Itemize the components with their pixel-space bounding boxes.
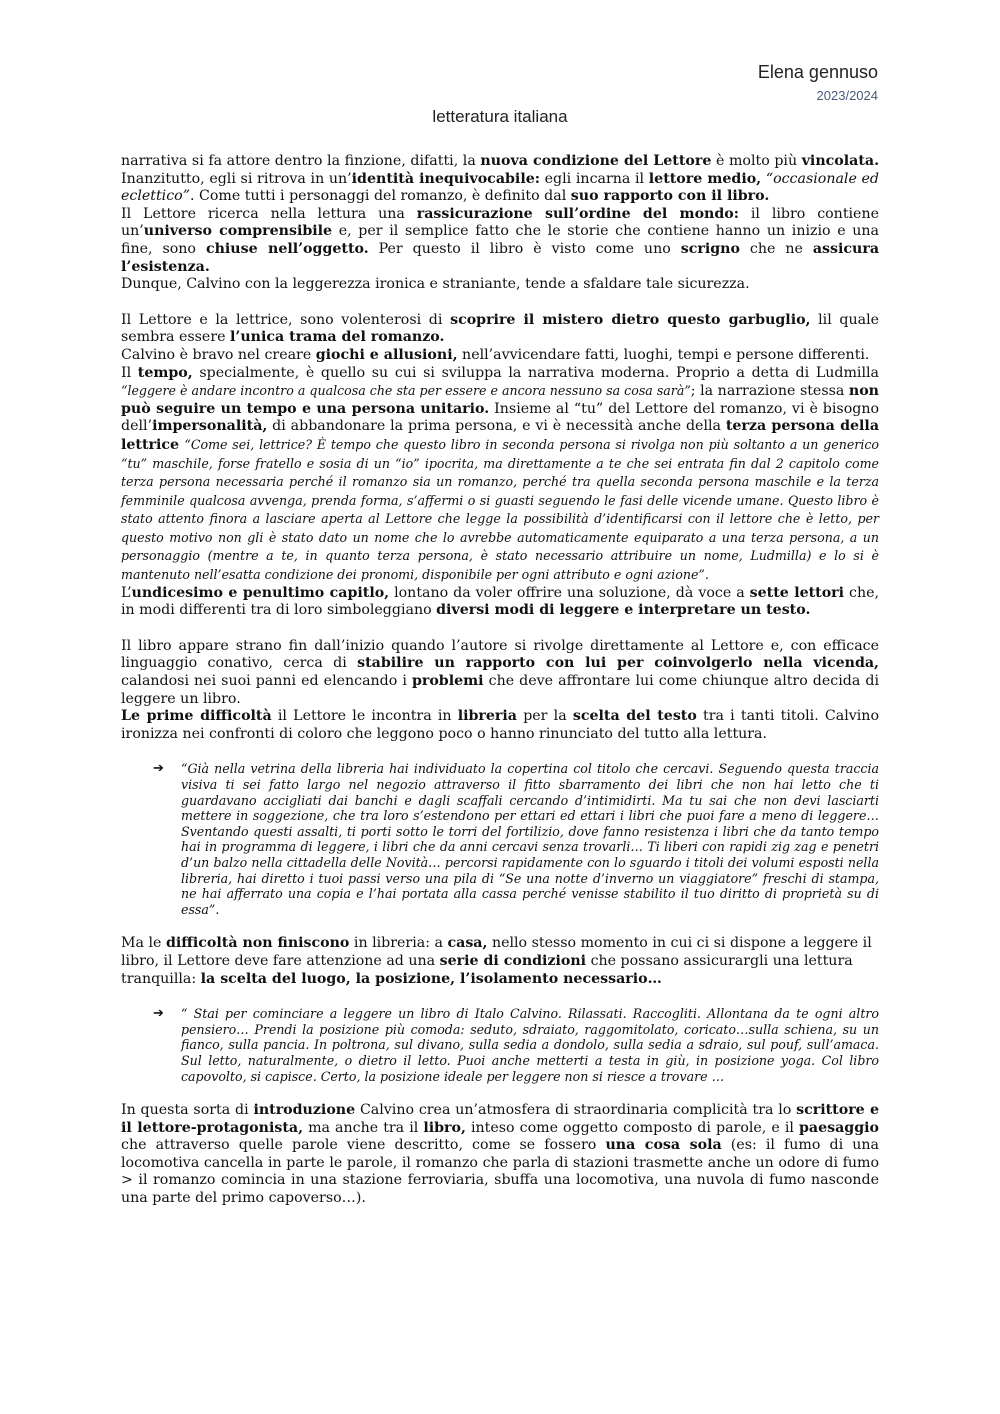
header-subject: letteratura italiana: [432, 107, 568, 126]
arrow-right-icon: ➔: [153, 1006, 164, 1022]
document-body: [121, 153, 879, 1208]
quote-list-item: [121, 761, 879, 917]
header-author: Elena gennuso: [757, 62, 878, 82]
paragraph: In questa sorta di introduzione Calvino crea un’atmosfera di straordinaria complicità tra lo scrittore e il lettore-protagonista, ma anche tra il libro, inteso come oggetto composto di parole, e il paesaggio che attraverso quelle parole viene descritto, come se fossero una cosa sola (es: il fumo di una locomotiva cancella in parte le parole, il romanzo che parla di stazioni trasmette anche un odore di fumo > il romanzo comincia in una stazione ferroviaria, sbuffa una locomotiva, una nuvola di fumo nasconde una parte del primo capoverso…).: [121, 1102, 879, 1207]
paragraph: Il Lettore e la lettrice, sono volenterosi di scoprire il mistero dietro questo garbuglio, lil quale sembra essere l’unica trama del romanzo.: [121, 311, 879, 346]
paragraph: Calvino è bravo nel creare giochi e allusioni, nell’avvicendare fatti, luoghi, tempi e persone differenti.: [121, 346, 870, 363]
header-year: 2023/2024: [816, 88, 878, 103]
quote-text: “ Stai per cominciare a leggere un libro di Italo Calvino. Rilassati. Raccogliti. Allontana da te ogni altro pensiero… Prendi la posizione più comoda: seduto, sdraiato, raggomitolato, coricato…sulla schiena, su un fianco, sulla pancia. In poltrona, sul divano, sulla sedia a dondolo, sulla sedia a sdraio, sul pouf, sull’amaca. Sul letto, naturalmente, o dietro il letto. Puoi anche metterti a testa in giù, in posizione yoga. Col libro capovolto, si capisce. Certo, la posizione ideale per leggere non si riesce a trovare …: [181, 1006, 879, 1084]
paragraph: narrativa si fa attore dentro la finzione, difatti, la nuova condizione del Lettore è molto più vincolata. Inanzitutto, egli si ritrova in un’identità inequivocabile: egli incarna il lettore medio, “occasionale ed eclettico”. Come tutti i personaggi del romanzo, è definito dal suo rapporto con il libro.: [121, 153, 880, 205]
paragraph: Il libro appare strano fin dall’inizio quando l’autore si rivolge direttamente al Lettore e, con efficace linguaggio conativo, cerca di stabilire un rapporto con lui per coinvolgerlo nella vicenda, calandosi nei suoi panni ed elencando i problemi che deve affrontare lui come chiunque altro decida di leggere un libro.: [121, 637, 879, 707]
paragraph: L’undicesimo e penultimo capitlo, lontano da voler offrire una soluzione, dà voce a sette lettori che, in modi differenti tra di loro simboleggiano diversi modi di leggere e interpretare un testo.: [121, 584, 880, 619]
paragraph: Le prime difficoltà il Lettore le incontra in libreria per la scelta del testo tra i tanti titoli. Calvino ironizza nei confronti di coloro che leggono poco o hanno rinunciato del tutto alla lettura.: [121, 708, 879, 742]
paragraph: Il tempo, specialmente, è quello su cui si sviluppa la narrativa moderna. Proprio a detta di Ludmilla “leggere è andare incontro a qualcosa che sta per essere e ancora nessuno sa cosa sarà”; la narrazione stessa non può seguire un tempo e una persona unitario. Insieme al “tu” del Lettore del romanzo, vi è bisogno dell’impersonalità, di abbandonare la prima persona, e vi è necessità anche della terza persona della lettrice “Come sei, lettrice? È tempo che questo libro in seconda persona si rivolga non più soltanto a un generico “tu” maschile, forse fratello e sosia di un “io” ipocrita, ma direttamente a te che sei entrata fin dal 2 capitolo come terza persona necessaria perché il romanzo sia un romanzo, perché tra quella seconda persona maschile e la terza femminile qualcosa avvenga, prenda forma, s’affermi o si guasti seguendo le fasi delle vicende umane. Questo libro è stato attento finora a lasciare aperta al Lettore che legge la possibilità d’identificarsi con il lettore che è letto, per questo motivo non gli è stato dato un nome che lo avrebbe automaticamente equiparato a una terza persona, a un personaggio (mentre a te, in quanto terza persona, è stato necessario attribuire un nome, Ludmilla) e lo si è mantenuto nell’esatta condizione dei pronomi, disponibile per ogni attributo e ogni azione”.: [121, 364, 880, 583]
paragraph: Il Lettore ricerca nella lettura una rassicurazione sull’ordine del mondo: il libro contiene un’universo comprensibile e, per il semplice fatto che le storie che contiene hanno un inizio e una fine, sono chiuse nell’oggetto. Per questo il libro è visto come uno scrigno che ne assicura l’esistenza.: [121, 205, 880, 275]
paragraph: Dunque, Calvino con la leggerezza ironica e straniante, tende a sfaldare tale sicurezza.: [121, 276, 750, 293]
arrow-right-icon: ➔: [153, 761, 164, 777]
paragraph: Ma le difficoltà non finiscono in libreria: a casa, nello stesso momento in cui ci si dispone a leggere il libro, il Lettore deve fare attenzione ad una serie di condizioni che possano assicurargli una lettura tranquilla: la scelta del luogo, la posizione, l’isolamento necessario…: [121, 935, 872, 987]
quote-text: “Già nella vetrina della libreria hai individuato la copertina col titolo che cercavi. Seguendo questa traccia visiva ti sei fatto largo nel negozio attraverso il fitto sbarramento dei libri che non hai letto che ti guardavano accigliati dai banchi e dagli scaffali cercando d’intimidirti. Ma tu sai che non devi lasciarti mettere in soggezione, che tra loro s’estendono per ettari ed ettari i libri che puoi fare a meno di leggere… Sventando questi assalti, ti porti sotto le torri del fortilizio, dove fanno resistenza i libri che da tanto tempo hai in programma di leggere, i libri che da anni cercavi senza trovarli… Ti liberi con rapidi zig zag e penetri d’un balzo nella cittadella delle Novità… percorsi rapidamente con lo sguardo i titoli dei volumi esposti nella libreria, hai diretto i tuoi passi verso una pila di “Se una notte d’inverno un viaggiatore” freschi di stampa, ne hai afferrato una copia e l’hai portata alla cassa perché venisse stabilito il tuo diritto di proprietà su di essa”.: [181, 761, 879, 917]
quote-list-item: [121, 1006, 879, 1084]
